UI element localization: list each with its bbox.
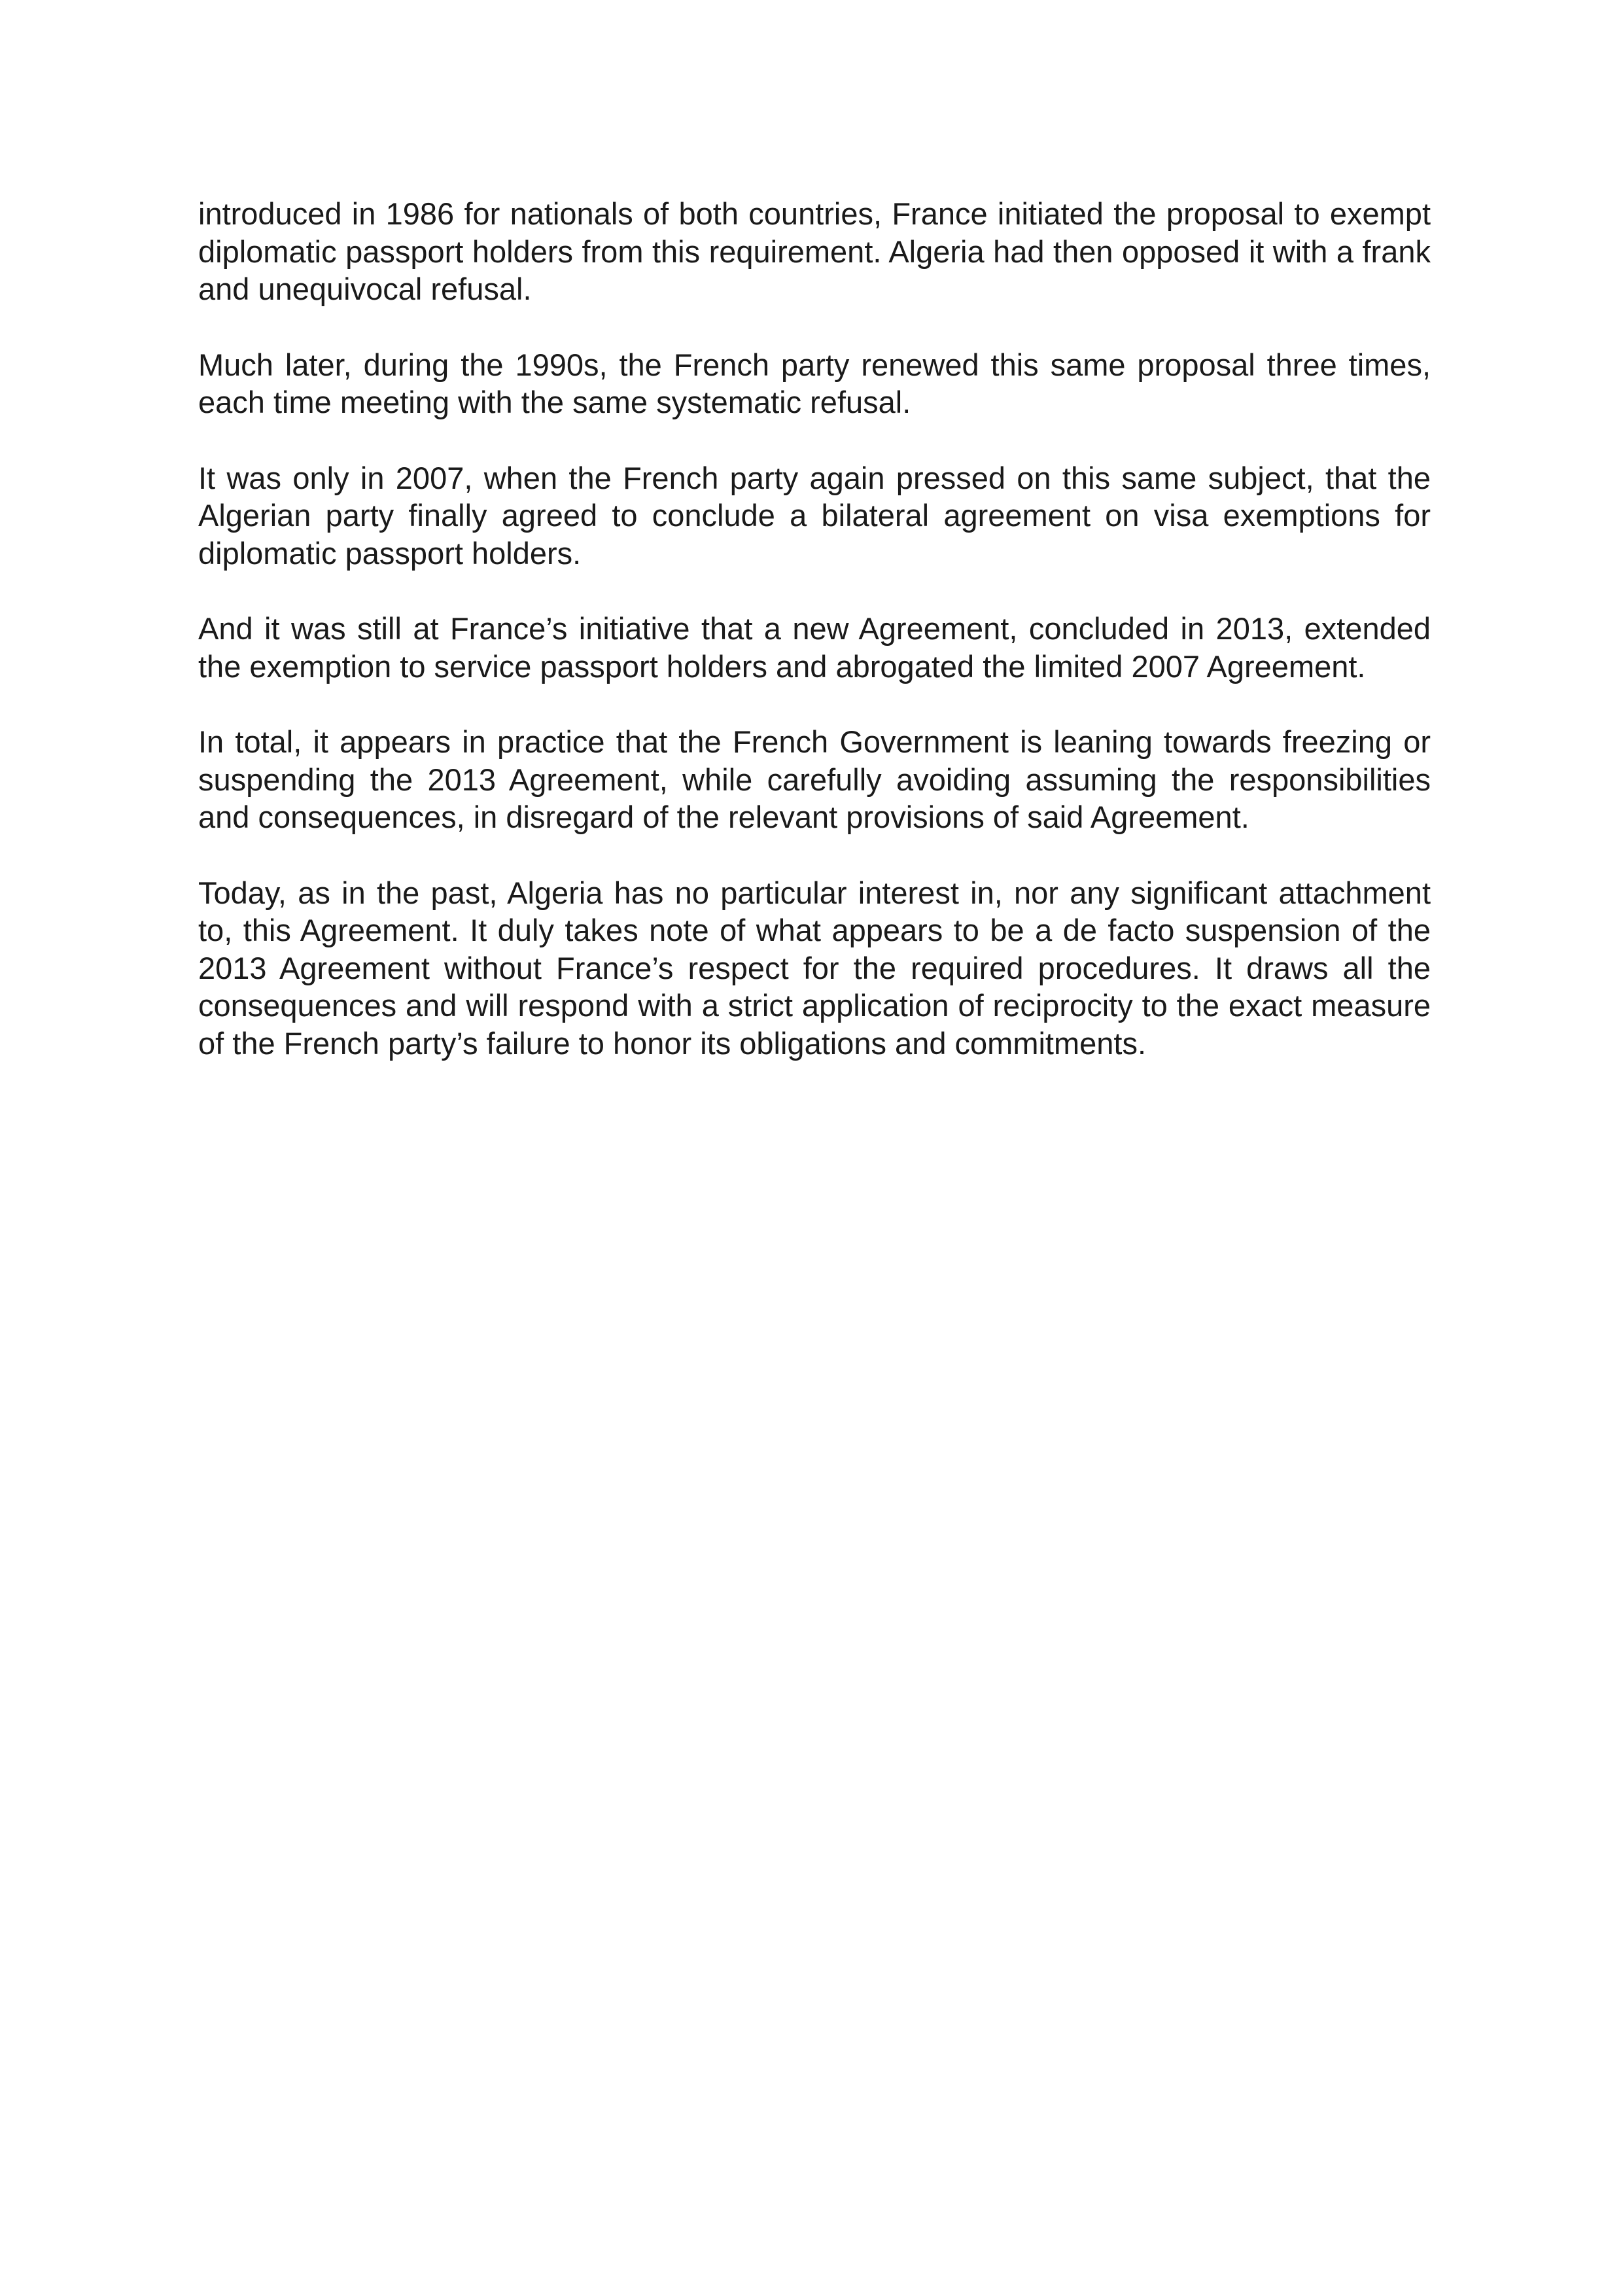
paragraph-2007-agreement: It was only in 2007, when the French party again pressed on this same subject, that the Algerian party finally agreed to conclude a bilateral agreement on visa exemptions for diplomatic passport holders.	[198, 460, 1431, 571]
paragraph-visa-exemption-origin: introduced in 1986 for nationals of both countries, France initiated the proposal to exempt diplomatic passport holders from this requirement. Algeria had then opposed it with a frank and unequivocal refusal.	[198, 196, 1431, 306]
document-body	[198, 195, 1431, 1100]
paragraph-1990s-proposals: Much later, during the 1990s, the French party renewed this same proposal three times, each time meeting with the same systematic refusal.	[198, 347, 1431, 419]
paragraph-algeria-response: Today, as in the past, Algeria has no particular interest in, nor any significant attachment to, this Agreement. It duly takes note of what appears to be a de facto suspension of the 2013 Agreement without France’s respect for the required procedures. It draws all the consequences and will respond with a strict application of reciprocity to the exact measure of the French party’s failure to honor its obligations and commitments.	[198, 875, 1431, 1061]
paragraph-2013-agreement: And it was still at France’s initiative that a new Agreement, concluded in 2013, extended the exemption to service passport holders and abrogated the limited 2007 Agreement.	[198, 611, 1431, 684]
paragraph-french-suspension: In total, it appears in practice that the French Government is leaning towards freezing or suspending the 2013 Agreement, while carefully avoiding assuming the responsibilities and consequences, in disregard of the relevant provisions of said Agreement.	[198, 724, 1431, 834]
